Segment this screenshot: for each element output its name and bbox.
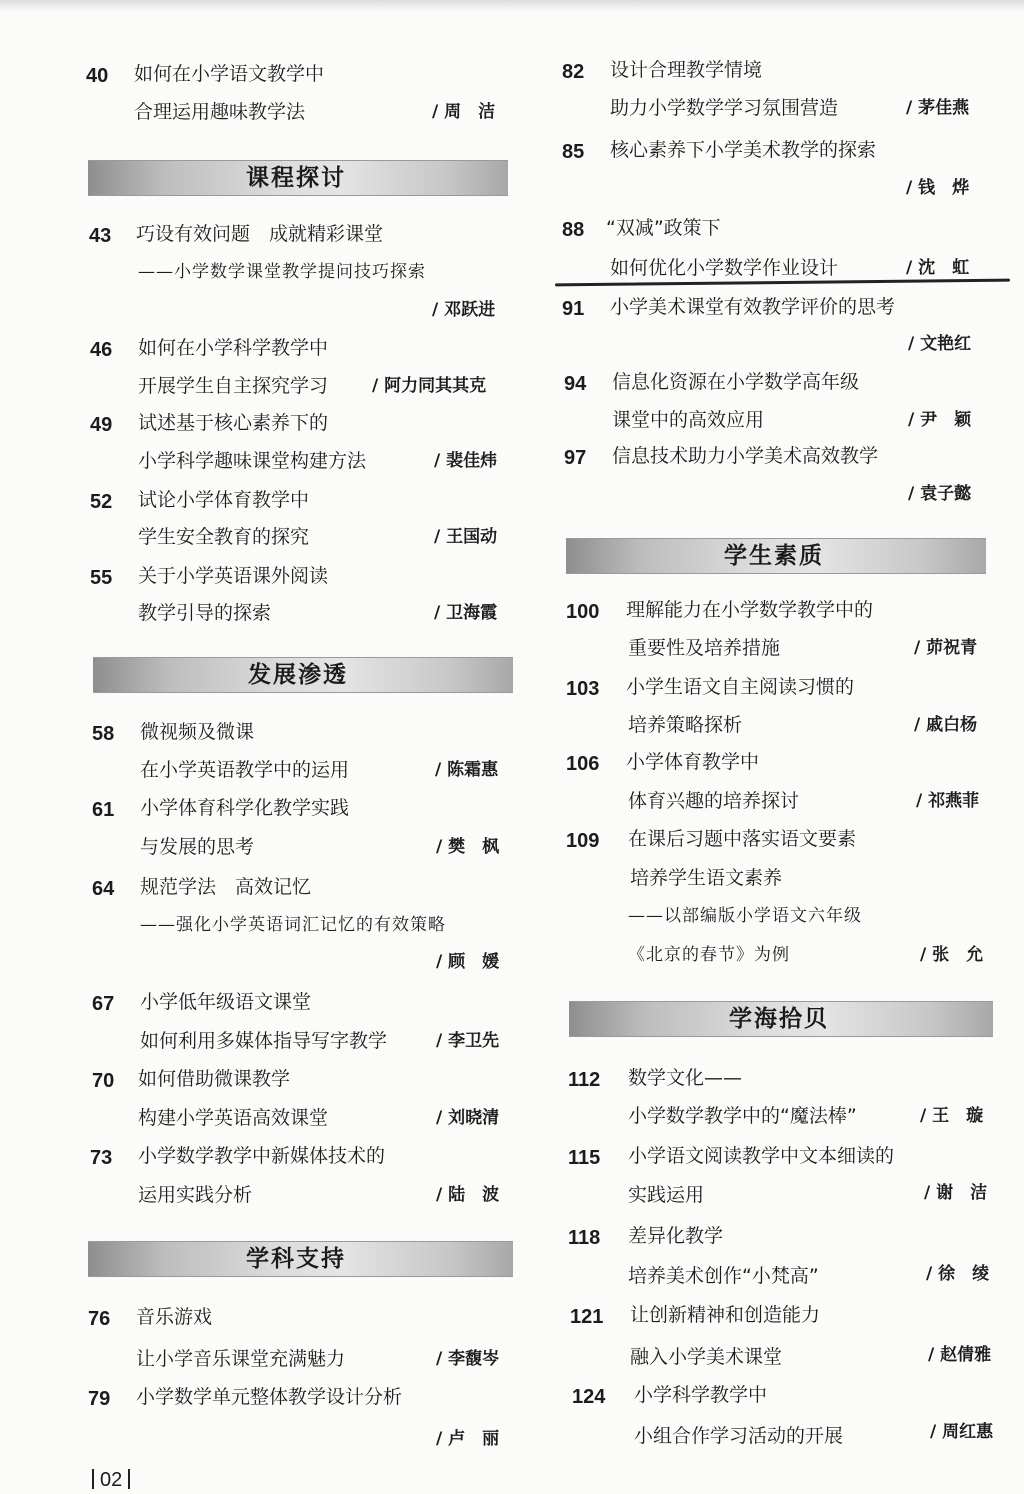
page-number: 76	[88, 1308, 111, 1330]
page-footer	[86, 1467, 136, 1493]
entry-title-line-1: 巧设有效问题 成就精彩课堂	[136, 223, 384, 245]
entry-author: / 张 允	[920, 945, 984, 965]
page-number: 46	[90, 339, 113, 361]
entry-author: / 文艳红	[908, 334, 972, 354]
page-number: 43	[89, 225, 112, 247]
entry-author: / 李馥岑	[436, 1349, 500, 1369]
entry-author: / 周 洁	[432, 102, 496, 122]
section-title: 学海拾贝	[729, 1006, 829, 1032]
page-number: 58	[92, 723, 115, 745]
entry-title-line-1: 小学数学单元整体教学设计分析	[136, 1386, 403, 1408]
entry-title-line-2: 构建小学英语高效课堂	[138, 1107, 329, 1129]
entry-title-line-1: “双减”政策下	[606, 217, 721, 239]
page-number: 109	[566, 830, 600, 852]
entry-author: / 谢 洁	[924, 1183, 988, 1203]
entry-title-line-1: 音乐游戏	[136, 1306, 213, 1328]
page-number: 82	[562, 61, 585, 83]
page-number: 79	[88, 1388, 111, 1410]
entry-title-line-1: 小学体育科学化教学实践	[140, 797, 350, 819]
entry-title-line-2: 让小学音乐课堂充满魅力	[136, 1348, 346, 1370]
entry-title-line-1: 理解能力在小学数学教学中的	[626, 599, 874, 621]
entry-title-line-2: 如何优化小学数学作业设计	[610, 257, 839, 279]
entry-title-line-2: 如何利用多媒体指导写字教学	[140, 1030, 388, 1052]
entry-title-line-2: 培养策略探析	[628, 714, 743, 736]
page-number: 73	[90, 1147, 113, 1169]
page-number: 97	[564, 447, 587, 469]
footer-left-bar	[92, 1469, 94, 1489]
entry-author: / 钱 烨	[906, 178, 970, 198]
entry-title-line-1: 小学数学教学中新媒体技术的	[138, 1145, 386, 1167]
section-title: 学生素质	[724, 543, 824, 569]
entry-title-line-2: 体育兴趣的培养探讨	[628, 790, 800, 812]
entry-subtitle: ——小学数学课堂教学提问技巧探索	[138, 262, 426, 282]
entry-author: / 王 璇	[920, 1106, 984, 1126]
section-header-xuehai	[569, 1001, 993, 1037]
entry-title-line-1: 小学科学教学中	[634, 1384, 768, 1406]
entry-title-line-2: 与发展的思考	[140, 836, 255, 858]
entry-title-line-2: 合理运用趣味教学法	[134, 101, 306, 123]
entry-title-line-2: 运用实践分析	[138, 1184, 253, 1206]
entry-title-line-1: 如何借助微课教学	[138, 1068, 291, 1090]
page-number: 67	[92, 993, 115, 1015]
page-number: 115	[568, 1147, 601, 1169]
entry-author: / 邓跃进	[432, 300, 496, 320]
entry-author: / 尹 颖	[908, 410, 972, 430]
section-title: 发展渗透	[248, 662, 348, 688]
page-number: 55	[90, 567, 113, 589]
entry-author: / 李卫先	[436, 1031, 500, 1051]
section-title: 课程探讨	[246, 165, 346, 191]
entry-title-line-1: 让创新精神和创造能力	[630, 1304, 821, 1326]
entry-title-line-2: 教学引导的探索	[138, 602, 272, 624]
entry-title-line-2: 重要性及培养措施	[628, 637, 781, 659]
entry-author: / 刘晓清	[436, 1108, 500, 1128]
page-number: 88	[562, 219, 585, 241]
page-number: 91	[562, 298, 585, 320]
page-number: 40	[86, 65, 109, 87]
entry-title-line-1: 试论小学体育教学中	[138, 489, 310, 511]
footer-right-bar	[128, 1469, 130, 1489]
entry-title-line-1: 在课后习题中落实语文要素	[628, 828, 857, 850]
entry-title-line-2: 学生安全教育的探究	[138, 526, 310, 548]
entry-subtitle: ——以部编版小学语文六年级	[628, 906, 862, 926]
page-number: 121	[570, 1306, 604, 1328]
entry-title-line-1: 信息化资源在小学数学高年级	[612, 371, 860, 393]
page-number: 70	[92, 1070, 115, 1092]
entry-title-line-2: 在小学英语教学中的运用	[140, 759, 350, 781]
entry-title-line-1: 如何在小学语文教学中	[134, 63, 325, 85]
entry-title-line-2: 小组合作学习活动的开展	[634, 1425, 844, 1447]
entry-title-line-2: 课堂中的高效应用	[612, 409, 765, 431]
entry-title-line-1: 设计合理教学情境	[610, 59, 763, 81]
entry-title-line-1: 试述基于核心素养下的	[138, 412, 329, 434]
entry-title-line-2: 小学数学教学中的“魔法棒”	[628, 1105, 857, 1127]
entry-author: / 周红惠	[930, 1422, 994, 1442]
entry-title-line-1: 如何在小学科学教学中	[138, 337, 329, 359]
entry-title-line-1: 小学语文阅读教学中文本细读的	[628, 1145, 895, 1167]
entry-title-line-1: 小学美术课堂有效教学评价的思考	[610, 296, 896, 318]
entry-subtitle: ——强化小学英语词汇记忆的有效策略	[140, 915, 446, 935]
entry-title-line-2: 培养美术创作“小梵高”	[628, 1265, 819, 1287]
entry-author: / 袁子懿	[908, 484, 972, 504]
entry-author: / 卫海霞	[434, 603, 498, 623]
entry-author: / 卢 丽	[436, 1429, 500, 1449]
entry-title-line-1: 信息技术助力小学美术高效教学	[612, 445, 879, 467]
entry-title-line-2: 助力小学数学学习氛围营造	[610, 97, 839, 119]
entry-title-line-2: 培养学生语文素养	[630, 867, 783, 889]
entry-title-line-1: 微视频及微课	[140, 721, 255, 743]
entry-author: / 戚白杨	[914, 715, 978, 735]
entry-subtitle-line-2: 《北京的春节》为例	[628, 945, 790, 965]
entry-author: / 赵倩雅	[928, 1345, 992, 1365]
entry-title-line-1: 小学低年级语文课堂	[140, 991, 312, 1013]
entry-author: / 裴佳炜	[434, 451, 498, 471]
entry-author: / 阿力同其其克	[372, 376, 487, 396]
entry-author: / 沈 虹	[906, 258, 970, 278]
entry-author: / 樊 枫	[436, 837, 500, 857]
entry-title-line-2: 融入小学美术课堂	[630, 1346, 783, 1368]
entry-title-line-1: 规范学法 高效记忆	[140, 876, 312, 898]
section-title: 学科支持	[246, 1246, 346, 1272]
entry-title-line-1: 小学体育教学中	[626, 751, 760, 773]
entry-author: / 徐 绫	[926, 1264, 990, 1284]
entry-author: / 陈霜惠	[435, 760, 499, 780]
footer-page-number: 02	[100, 1469, 123, 1491]
page-number: 103	[566, 678, 600, 700]
entry-title-line-1: 数学文化——	[628, 1067, 743, 1089]
entry-title-line-1: 关于小学英语课外阅读	[138, 565, 329, 587]
section-header-xuesheng	[566, 538, 986, 574]
page-number: 106	[566, 753, 600, 775]
entry-title-line-2: 小学科学趣味课堂构建方法	[138, 450, 367, 472]
page-number: 85	[562, 141, 585, 163]
page-number: 49	[90, 414, 113, 436]
entry-title-line-1: 小学生语文自主阅读习惯的	[626, 676, 855, 698]
entry-author: / 茆祝青	[914, 638, 978, 658]
entry-author: / 陆 波	[436, 1185, 500, 1205]
page-number: 112	[568, 1069, 601, 1091]
entry-author: / 祁燕菲	[916, 791, 980, 811]
entry-title-line-2: 实践运用	[628, 1184, 705, 1206]
entry-title-line-1: 核心素养下小学美术教学的探索	[610, 139, 877, 161]
page-number: 52	[90, 491, 113, 513]
entry-author: / 茅佳燕	[906, 98, 970, 118]
page-number: 100	[566, 601, 600, 623]
page-number: 118	[568, 1227, 601, 1249]
entry-author: / 王国动	[434, 527, 498, 547]
page-number: 94	[564, 373, 587, 395]
page-number: 124	[572, 1386, 606, 1408]
page-number: 61	[92, 799, 115, 821]
page-number: 64	[92, 878, 115, 900]
entry-title-line-1: 差异化教学	[628, 1225, 724, 1247]
entry-title-line-2: 开展学生自主探究学习	[138, 375, 329, 397]
entry-author: / 顾 媛	[436, 952, 500, 972]
